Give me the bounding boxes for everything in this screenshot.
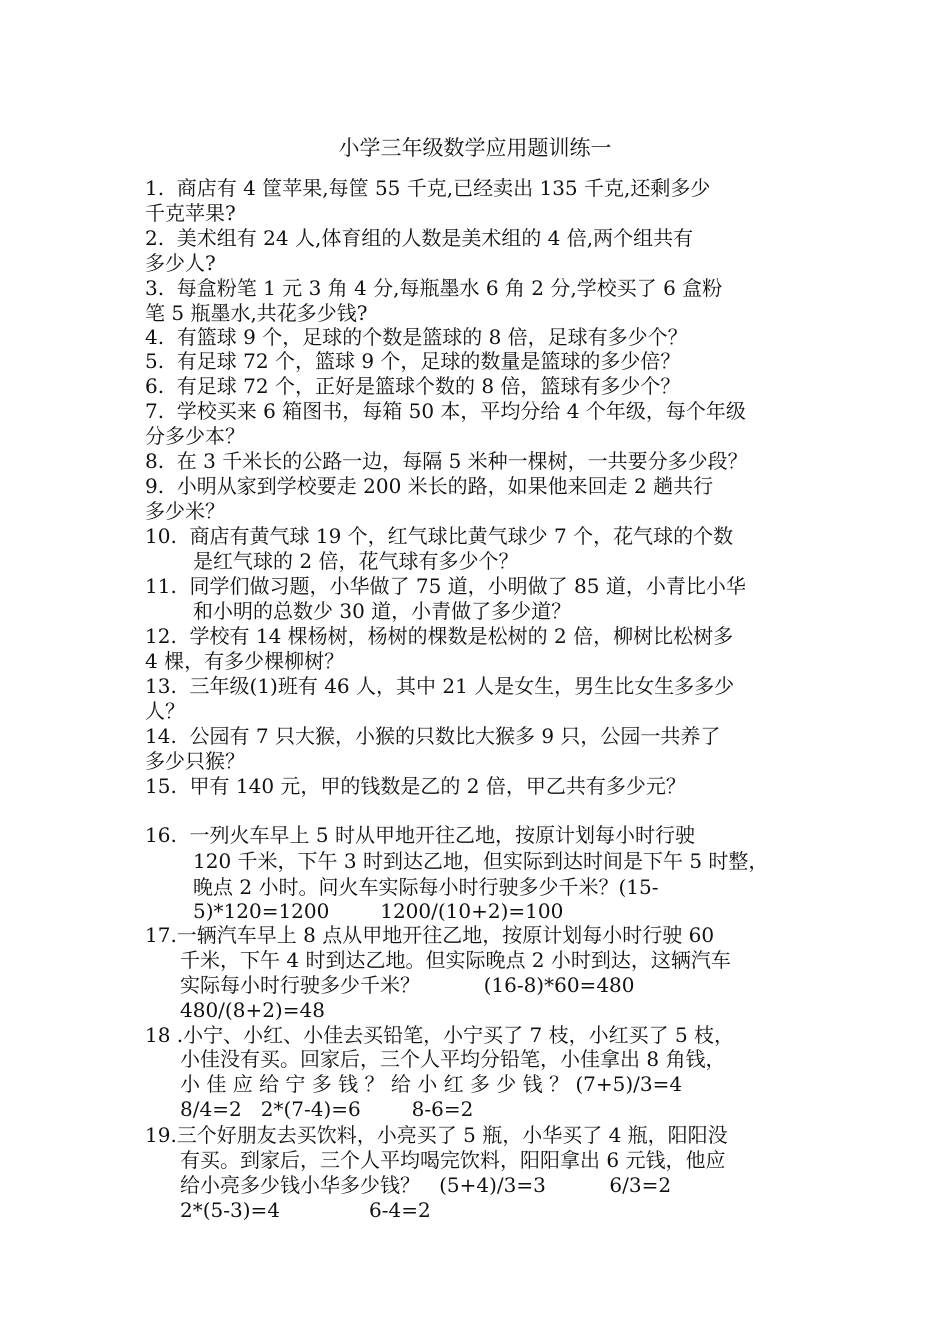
problem-line: 19.三个好朋友去买饮料，小亮买了 5 瓶，小华买了 4 瓶，阳阳没 bbox=[145, 1123, 728, 1147]
problem-line: 9. 小明从家到学校要走 200 米长的路，如果他来回走 2 趟共行 bbox=[145, 474, 714, 498]
problem-line: 笔 5 瓶墨水,共花多少钱? bbox=[145, 301, 368, 325]
solution-line: 480/(8+2)=48 bbox=[180, 998, 325, 1022]
problem-line: 有买。到家后，三个人平均喝完饮料，阳阳拿出 6 元钱，他应 bbox=[180, 1148, 726, 1172]
problem-line: 3. 每盒粉笔 1 元 3 角 4 分,每瓶墨水 6 角 2 分,学校买了 6 盒粉 bbox=[145, 276, 723, 300]
problem-line: 分多少本？ bbox=[145, 424, 245, 448]
problem-line: 是红气球的 2 倍，花气球有多少个？ bbox=[193, 549, 519, 573]
solution-line: 8/4=2 2*(7-4)=6 8-6=2 bbox=[180, 1097, 474, 1121]
problem-line: 18 .小宁、小红、小佳去买铅笔，小宁买了 7 枝，小红买了 5 枝， bbox=[145, 1023, 735, 1047]
problem-line: 小佳没有买。回家后，三个人平均分铅笔，小佳拿出 8 角钱， bbox=[180, 1047, 726, 1071]
problem-line: 13. 三年级(1)班有 46 人，其中 21 人是女生，男生比女生多多少 bbox=[145, 674, 735, 698]
problem-line: 2. 美术组有 24 人,体育组的人数是美术组的 4 倍,两个组共有 bbox=[145, 226, 694, 250]
problem-line: 17.一辆汽车早上 8 点从甲地开往乙地，按原计划每小时行驶 60 bbox=[145, 923, 715, 947]
solution-line: 5)*120=1200 1200/(10+2)=100 bbox=[193, 899, 564, 923]
problem-line: 多少只猴？ bbox=[145, 749, 245, 773]
problem-line: 6. 有足球 72 个，正好是篮球个数的 8 倍，篮球有多少个？ bbox=[145, 374, 681, 398]
problem-line: 15. 甲有 140 元，甲的钱数是乙的 2 倍，甲乙共有多少元？ bbox=[145, 774, 686, 798]
problem-line: 7. 学校买来 6 箱图书，每箱 50 本，平均分给 4 个年级，每个年级 bbox=[145, 399, 746, 423]
problem-line: 5. 有足球 72 个，篮球 9 个，足球的数量是篮球的多少倍？ bbox=[145, 349, 681, 373]
problem-line: 4 棵，有多少棵柳树？ bbox=[145, 649, 345, 673]
problem-line: 4. 有篮球 9 个，足球的个数是篮球的 8 倍，足球有多少个？ bbox=[145, 325, 688, 349]
solution-line: 2*(5-3)=4 6-4=2 bbox=[180, 1198, 431, 1222]
problem-line: 千克苹果? bbox=[145, 201, 236, 225]
problem-line: 120 千米，下午 3 时到达乙地，但实际到达时间是下午 5 时整， bbox=[193, 849, 769, 873]
page-title: 小学三年级数学应用题训练一 bbox=[338, 136, 612, 160]
problem-line: 10. 商店有黄气球 19 个，红气球比黄气球少 7 个，花气球的个数 bbox=[145, 524, 734, 548]
problem-line: 14. 公园有 7 只大猴，小猴的只数比大猴多 9 只，公园一共养了 bbox=[145, 724, 721, 748]
problem-line: 给小亮多少钱小华多少钱？ (5+4)/3=3 6/3=2 bbox=[180, 1173, 672, 1197]
problem-line: 12. 学校有 14 棵杨树，杨树的棵数是松树的 2 倍，柳树比松树多 bbox=[145, 624, 734, 648]
problem-line: 1. 商店有 4 筐苹果,每筐 55 千克,已经卖出 135 千克,还剩多少 bbox=[145, 176, 711, 200]
problem-line: 11. 同学们做习题，小华做了 75 道，小明做了 85 道，小青比小华 bbox=[145, 574, 746, 598]
problem-line: 实际每小时行驶多少千米？ (16-8)*60=480 bbox=[180, 973, 635, 997]
problem-line: 多少米？ bbox=[145, 499, 225, 523]
problem-line: 晚点 2 小时。问火车实际每小时行驶多少千米？(15- bbox=[193, 875, 659, 899]
problem-line: 和小明的总数少 30 道，小青做了多少道？ bbox=[193, 599, 572, 623]
problem-line: 16. 一列火车早上 5 时从甲地开往乙地，按原计划每小时行驶 bbox=[145, 823, 695, 847]
problem-line: 人？ bbox=[145, 699, 185, 723]
problem-line: 8. 在 3 千米长的公路一边，每隔 5 米种一棵树，一共要分多少段？ bbox=[145, 449, 748, 473]
problem-line: 千米，下午 4 时到达乙地。但实际晚点 2 小时到达，这辆汽车 bbox=[180, 948, 731, 972]
problem-line: 多少人? bbox=[145, 251, 216, 275]
problem-line: 小 佳 应 给 宁 多 钱 ？ 给 小 红 多 少 钱 ？ (7+5)/3=4 bbox=[180, 1072, 683, 1096]
